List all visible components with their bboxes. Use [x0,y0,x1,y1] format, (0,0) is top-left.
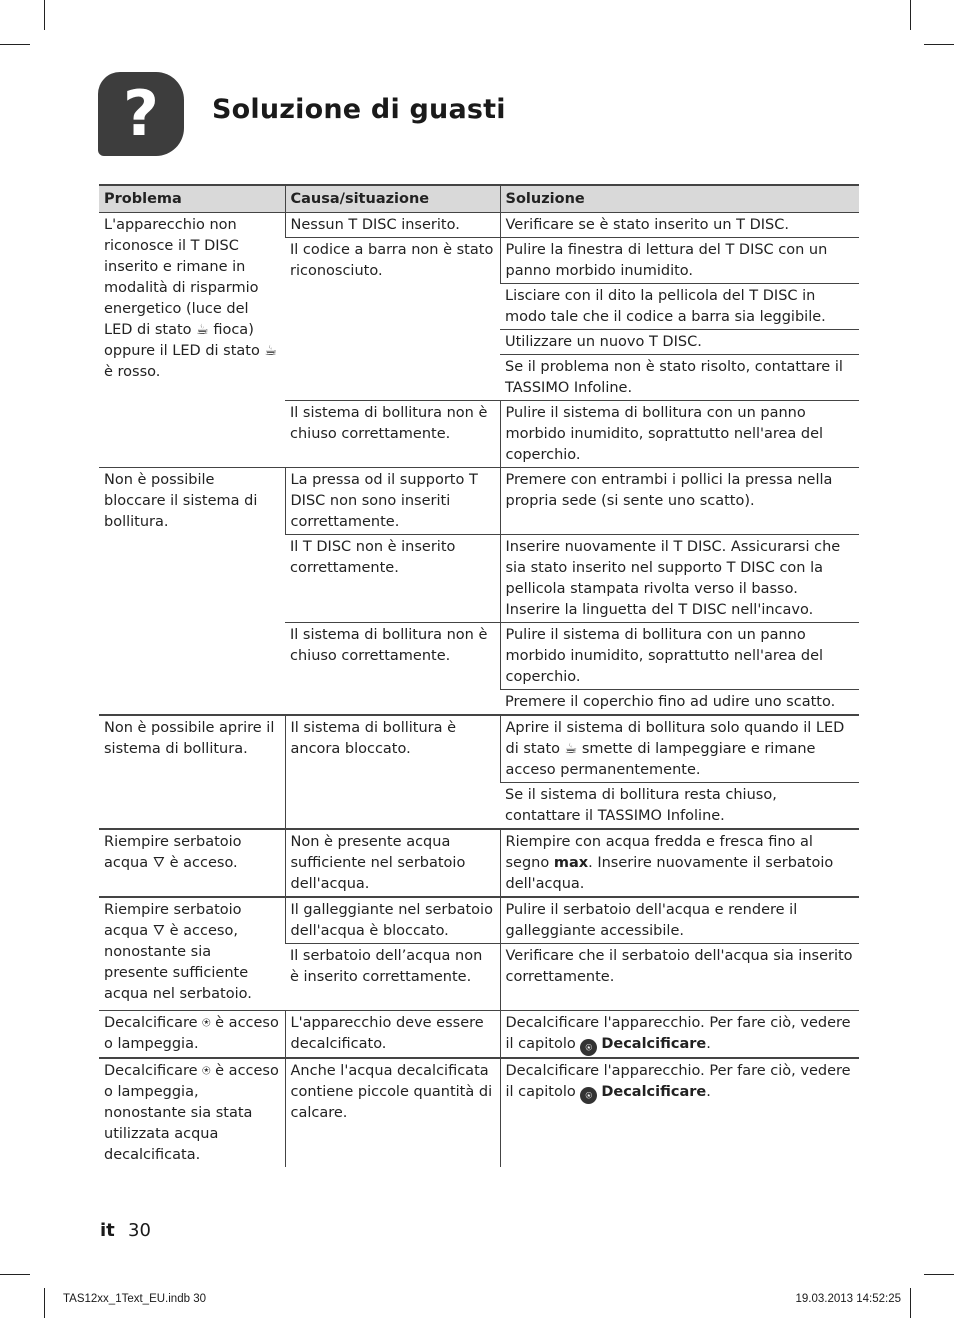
crop-mark [44,0,45,30]
table-row [99,897,859,944]
cause-cell: Nessun T DISC inserito. [285,213,500,238]
cause-cell: Il galleggiante nel serbatoio dell'acqua è bloccato. [285,897,500,944]
descale-icon: ⍟ [202,1063,211,1079]
crop-mark [924,1274,954,1275]
problem-cell: Non è possibile bloccare il sistema di bollitura. [99,468,285,716]
solution-cell: Pulire il sistema di bollitura con un panno morbido inumidito, soprattutto nell'area del coperchio. [500,401,859,468]
solution-cell: Decalcificare l'apparecchio. Per fare ciò, vedere il capitolo ⍟ Decalcificare. [500,1011,859,1059]
solution-cell: Decalcificare l'apparecchio. Per fare ciò, vedere il capitolo ⍟ Decalcificare. [500,1058,859,1167]
crop-mark [924,44,954,45]
table-row [99,213,859,238]
led-status-icon: ☕ [264,343,278,359]
solution-cell: Aprire il sistema di bollitura solo quando il LED di stato ☕ smette di lampeggiare e rimane acceso permanentemente. [500,715,859,783]
problem-cell: Decalcificare ⍟ è acceso o lampeggia. [99,1011,285,1059]
cause-cell: Il serbatoio dell’acqua non è inserito correttamente. [285,944,500,1011]
footer-language: it [100,1220,115,1241]
page-title: Soluzione di guasti [212,94,506,125]
solution-cell: Premere con entrambi i pollici la pressa nella propria sede (si sente uno scatto). [500,468,859,535]
solution-cell: Pulire il serbatoio dell'acqua e rendere il galleggiante accessibile. [500,897,859,944]
led-status-icon: ☕ [196,322,209,338]
table-row [99,1058,859,1167]
solution-cell: Pulire la finestra di lettura del T DISC con un panno morbido inumidito. [500,238,859,284]
solution-cell: Utilizzare un nuovo T DISC. [500,330,859,355]
solution-cell: Premere il coperchio fino ad udire uno scatto. [500,690,859,716]
solution-cell: Inserire nuovamente il T DISC. Assicurarsi che sia stato inserito nel supporto T DISC con la pellicola stampata rivolta verso il basso. Inserire la linguetta del T DISC nell'incavo. [500,535,859,623]
crop-mark [0,1274,30,1275]
cause-cell: Anche l'acqua decalcificata contiene piccole quantità di calcare. [285,1058,500,1167]
descale-icon: ⍟ [202,1015,211,1031]
crop-mark [910,0,911,30]
column-header-problem: Problema [99,185,285,213]
solution-cell: Verificare se è stato inserito un T DISC. [500,213,859,238]
table-row [99,468,859,535]
troubleshooting-table [99,184,859,1167]
solution-cell: Se il problema non è stato risolto, contattare il TASSIMO Infoline. [500,355,859,401]
table-header-row [99,185,859,213]
table-row [99,829,859,897]
page-number: 30 [128,1220,151,1241]
crop-mark [910,1288,911,1318]
solution-cell: Lisciare con il dito la pellicola del T DISC in modo tale che il codice a barra sia leggibile. [500,284,859,330]
cause-cell: Il sistema di bollitura non è chiuso correttamente. [285,623,500,716]
cause-cell: L'apparecchio deve essere decalcificato. [285,1011,500,1059]
table-row [99,1011,859,1059]
solution-cell: Verificare che il serbatoio dell'acqua sia inserito correttamente. [500,944,859,1011]
crop-mark [44,1288,45,1318]
descale-chapter-icon: ⍟ [580,1087,597,1104]
table-row [99,715,859,783]
imprint-datetime: 19.03.2013 14:52:25 [795,1293,901,1305]
cause-cell: Non è presente acqua sufficiente nel serbatoio dell'acqua. [285,829,500,897]
crop-mark [0,44,30,45]
imprint-filename: TAS12xx_1Text_EU.indb 30 [63,1293,206,1305]
water-tank-icon: 🜄 [152,923,165,939]
descale-chapter-icon: ⍟ [580,1039,597,1056]
cause-cell: Il sistema di bollitura è ancora bloccato. [285,715,500,829]
solution-cell: Se il sistema di bollitura resta chiuso, contattare il TASSIMO Infoline. [500,783,859,830]
problem-cell: L'apparecchio non riconosce il T DISC inserito e rimane in modalità di risparmio energetico (luce del LED di stato ☕ fioca) oppure il LED di stato ☕ è rosso. [104,217,278,380]
solution-cell: Pulire il sistema di bollitura con un panno morbido inumidito, soprattutto nell'area del coperchio. [500,623,859,690]
water-tank-icon: 🜄 [152,855,165,871]
problem-cell: Decalcificare ⍟ è acceso o lampeggia, nonostante sia stata utilizzata acqua decalcificata. [99,1058,285,1167]
solution-cell: Riempire con acqua fredda e fresca fino al segno max. Inserire nuovamente il serbatoio dell'acqua. [500,829,859,897]
problem-cell: Riempire serbatoio acqua 🜄 è acceso, nonostante sia presente sufficiente acqua nel serbatoio. [99,897,285,1011]
column-header-cause: Causa/situazione [285,185,500,213]
help-question-icon: ? [98,72,184,156]
problem-cell: Riempire serbatoio acqua 🜄 è acceso. [99,829,285,897]
cause-cell: La pressa od il supporto T DISC non sono inseriti correttamente. [285,468,500,535]
problem-cell: Non è possibile aprire il sistema di bollitura. [99,715,285,829]
cause-cell: Il codice a barra non è stato riconosciuto. [285,238,500,401]
cause-cell: Il T DISC non è inserito correttamente. [285,535,500,623]
cause-cell: Il sistema di bollitura non è chiuso correttamente. [285,401,500,468]
column-header-solution: Soluzione [500,185,859,213]
led-status-icon: ☕ [564,741,578,757]
